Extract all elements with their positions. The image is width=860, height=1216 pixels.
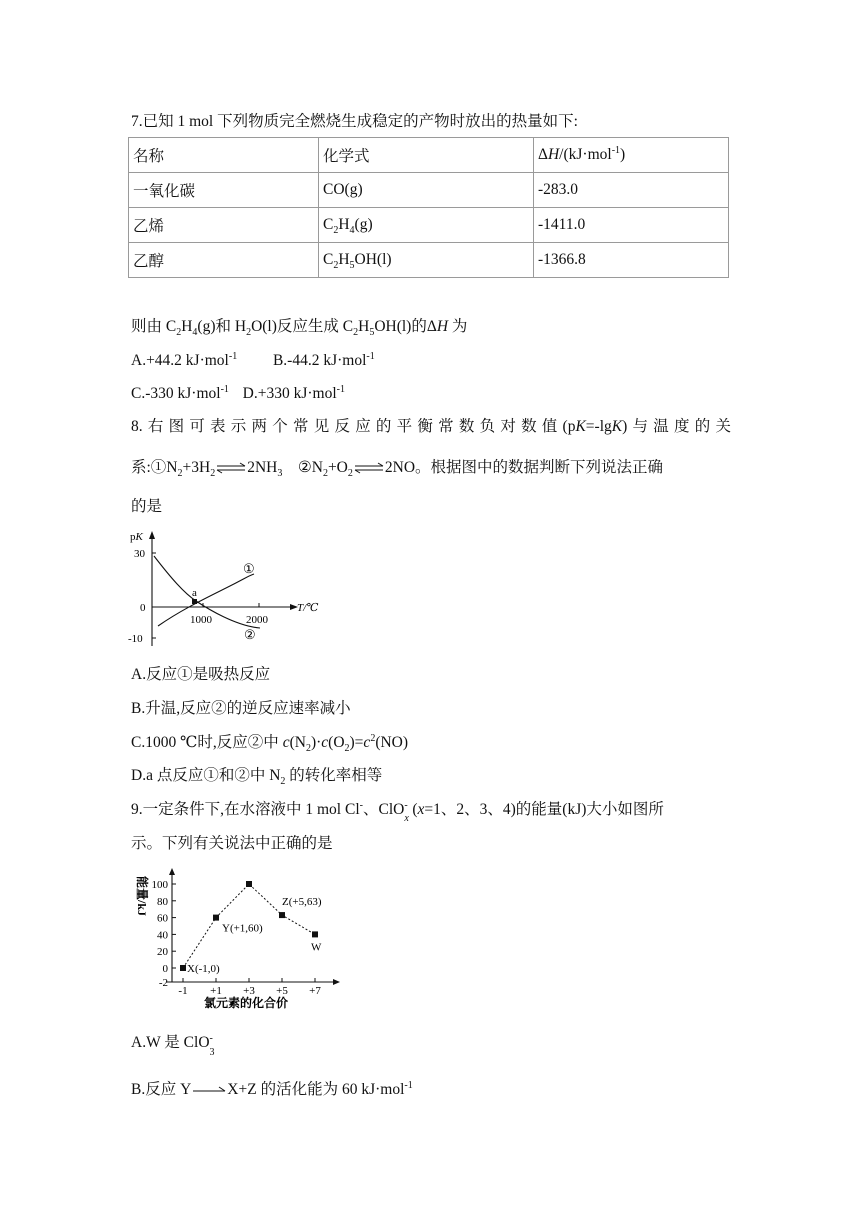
point-label: Y(+1,60) bbox=[222, 922, 263, 935]
table-row bbox=[129, 208, 729, 243]
x-axis-arrow-icon bbox=[333, 979, 340, 985]
y-tick-label: 100 bbox=[151, 879, 168, 891]
data-point bbox=[279, 912, 285, 918]
x-tick-label: +3 bbox=[243, 985, 255, 997]
table-row bbox=[129, 173, 729, 208]
data-point bbox=[213, 915, 219, 921]
x-axis-label: T/℃ bbox=[297, 602, 319, 614]
q7-options-cd bbox=[131, 383, 345, 405]
q7-option-d: D.+330 kJ·mol$^{-1}$ bbox=[242, 383, 345, 402]
pk-temperature-chart bbox=[126, 528, 319, 652]
q7-table bbox=[128, 137, 729, 278]
point-label: X(-1,0) bbox=[187, 963, 220, 975]
y-axis-label: pK bbox=[130, 531, 143, 543]
q9-stem-line2: 示。下列有关说法中正确的是 bbox=[131, 835, 333, 852]
table-cell-dh: -1366.8 bbox=[534, 243, 729, 278]
y-tick-label: -10 bbox=[128, 633, 143, 645]
table-header-row bbox=[129, 138, 729, 173]
y-tick-label: 0 bbox=[162, 963, 168, 975]
y-tick-label: 20 bbox=[157, 946, 168, 959]
table-cell-formula: $C_2H_5OH(l)$ bbox=[319, 243, 534, 278]
x-tick-label: -1 bbox=[178, 985, 188, 997]
q7-stem: 7.已知 1 mol 下列物质完全燃烧生成稳定的产物时放出的热量如下: bbox=[131, 113, 578, 130]
q9-option-b: B.反应 Y X+Z 的活化能为 60 kJ·mol$^{-1}$ bbox=[131, 1079, 413, 1098]
table-cell-name: 乙醇 bbox=[129, 243, 319, 278]
point-label: Z(+5,63) bbox=[282, 896, 322, 909]
q7-options-ab bbox=[131, 350, 375, 372]
x-tick-label: 1000 bbox=[190, 614, 212, 626]
table-cell-dh: -283.0 bbox=[534, 173, 729, 208]
table-header-dh: ΔH/(kJ·mol$^{-1}$) bbox=[534, 138, 729, 173]
x-tick-label: +7 bbox=[309, 985, 321, 997]
q8-option-a: A.反应①是吸热反应 bbox=[131, 666, 271, 683]
x-axis-label: 氯元素的化合价 bbox=[204, 996, 289, 1010]
data-point bbox=[246, 881, 252, 887]
q8-option-d: D.a 点反应①和②中 $N_2$ 的转化率相等 bbox=[131, 767, 383, 788]
point-a bbox=[192, 599, 197, 604]
y-tick-label: 0 bbox=[140, 602, 146, 614]
equilibrium-arrow-icon bbox=[354, 463, 384, 473]
q8-option-b: B.升温,反应②的逆反应速率减小 bbox=[131, 700, 351, 717]
q9-stem-line1: 9.一定条件下,在水溶液中 1 mol Cl-、ClO - x (x=1、2、3、4)的能量(kJ)大小如图所 bbox=[131, 799, 664, 824]
q7-option-c: C.-330 kJ·mol$^{-1}$ bbox=[131, 383, 229, 402]
y-axis-label: 能量/kJ bbox=[135, 876, 149, 917]
point-label: W bbox=[311, 941, 322, 954]
curve-2-label: ② bbox=[244, 627, 256, 642]
y-tick-label: -2 bbox=[158, 977, 168, 989]
q8-stem-line1: 8. 右 图 可 表 示 两 个 常 见 反 应 的 平 衡 常 数 负 对 数 值 (pK=-lgK) 与 温 度 的 关 bbox=[131, 418, 731, 435]
table-cell-dh: -1411.0 bbox=[534, 208, 729, 243]
q8-stem-line2: 系$:①N_2+3H_2$ $2NH_3$ $②N_2+O_2$ 2NO。根据图中的数据判断下列说法正确 bbox=[131, 459, 664, 480]
point-a-label: a bbox=[192, 587, 197, 599]
y-tick-label: 40 bbox=[157, 929, 168, 942]
curve-1-label: ① bbox=[243, 561, 255, 576]
q7-option-a: A.+44.2 kJ·mol$^{-1}$ bbox=[131, 350, 238, 369]
table-cell-formula: CO(g) bbox=[319, 173, 534, 208]
table-header-name: 名称 bbox=[129, 138, 319, 173]
energy-valence-chart bbox=[126, 866, 346, 1012]
q7-question: 则由 $C_2H_4(g)$和 $H_2O(l)$反应生成 $C_2H_5OH(l)$的ΔH 为 bbox=[131, 318, 468, 339]
equilibrium-arrow-icon bbox=[216, 463, 246, 473]
q8-option-c: C.1000 ℃时,反应②中 $c(N_2)\cdot c(O_2)=c^2(NO)$ bbox=[131, 732, 409, 755]
data-point bbox=[312, 931, 318, 937]
y-tick-label: 30 bbox=[134, 548, 145, 560]
y-axis-arrow-icon bbox=[169, 868, 175, 875]
x-tick-label: +5 bbox=[276, 985, 288, 997]
reaction-arrow-icon bbox=[192, 1085, 226, 1095]
table-cell-name: 一氧化碳 bbox=[129, 173, 319, 208]
y-axis-arrow-icon bbox=[149, 531, 155, 539]
x-tick-label: 2000 bbox=[246, 614, 268, 626]
x-tick-label: +1 bbox=[210, 985, 222, 997]
table-row bbox=[129, 243, 729, 278]
y-tick-label: 80 bbox=[157, 895, 168, 908]
data-point bbox=[180, 965, 186, 971]
q9-option-a: A.W 是 ClO - 3 bbox=[131, 1033, 215, 1058]
table-header-formula: 化学式 bbox=[319, 138, 534, 173]
q7-option-b: B.-44.2 kJ·mol$^{-1}$ bbox=[272, 350, 375, 369]
table-cell-formula: $C_2H_4(g)$ bbox=[319, 208, 534, 243]
y-tick-label: 60 bbox=[157, 912, 168, 925]
q8-stem-line3: 的是 bbox=[131, 498, 163, 515]
table-cell-name: 乙烯 bbox=[129, 208, 319, 243]
